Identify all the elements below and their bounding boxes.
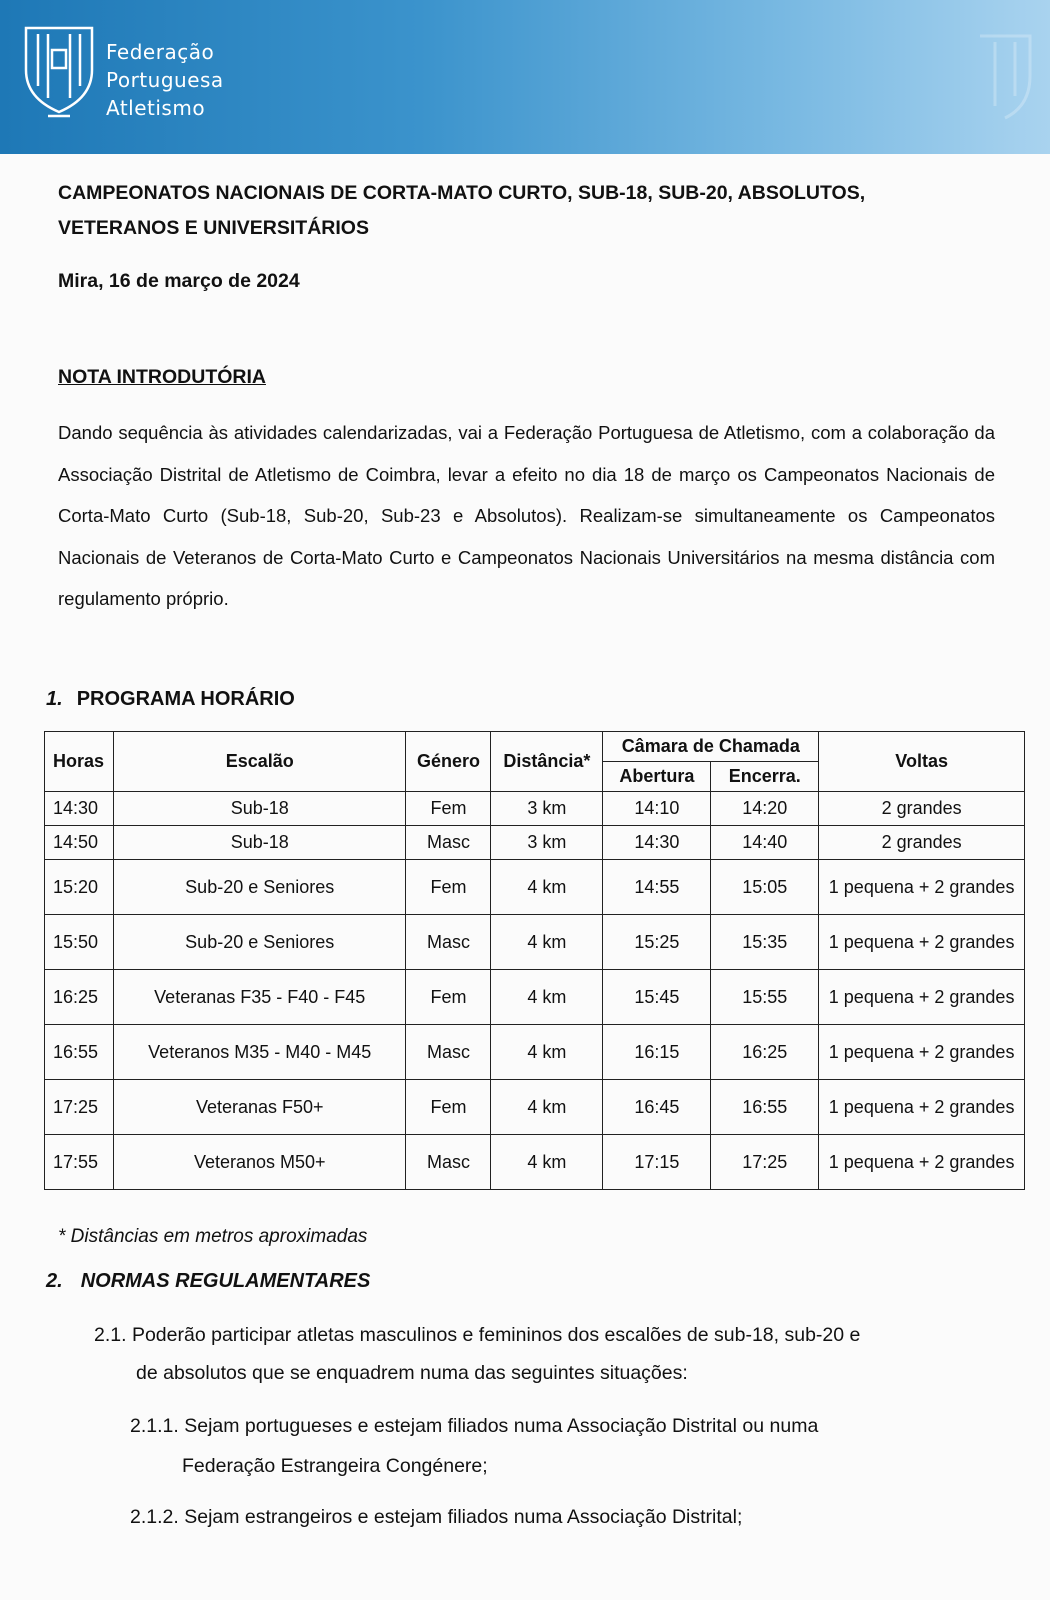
clause-2-1-1-line1: Sejam portugueses e estejam filiados numa Associação Distrital ou numa xyxy=(184,1415,819,1437)
cell-voltas: 1 pequena + 2 grandes xyxy=(819,970,1025,1025)
cell-distancia: 4 km xyxy=(491,1025,603,1080)
cell-escalao: Sub-18 xyxy=(113,826,406,860)
table-row xyxy=(45,860,1025,915)
cell-horas: 15:20 xyxy=(45,860,114,915)
cell-encerra: 15:55 xyxy=(711,970,819,1025)
cell-voltas: 1 pequena + 2 grandes xyxy=(819,860,1025,915)
cell-escalao: Veteranas F35 - F40 - F45 xyxy=(113,970,406,1025)
org-name xyxy=(106,38,224,122)
col-header-abertura: Abertura xyxy=(603,762,711,792)
cell-abertura: 15:45 xyxy=(603,970,711,1025)
clause-2-1-2 xyxy=(130,1506,975,1529)
section2-number: 2. xyxy=(46,1270,63,1292)
cell-abertura: 14:30 xyxy=(603,826,711,860)
section2-heading xyxy=(46,1270,370,1293)
cell-horas: 17:25 xyxy=(45,1080,114,1135)
cell-voltas: 2 grandes xyxy=(819,792,1025,826)
section1-heading xyxy=(46,688,295,711)
clause-2-1-line1: Poderão participar atletas masculinos e femininos dos escalões de sub-18, sub-20 e xyxy=(131,1324,861,1346)
org-name-line2: Portuguesa xyxy=(106,68,224,92)
cell-abertura: 15:25 xyxy=(603,915,711,970)
cell-voltas: 1 pequena + 2 grandes xyxy=(819,1135,1025,1190)
cell-genero: Fem xyxy=(406,860,491,915)
table-row xyxy=(45,826,1025,860)
cell-escalao: Veteranas F50+ xyxy=(113,1080,406,1135)
cell-horas: 15:50 xyxy=(45,915,114,970)
cell-horas: 14:30 xyxy=(45,792,114,826)
document-date: Mira, 16 de março de 2024 xyxy=(58,270,300,292)
cell-horas: 16:55 xyxy=(45,1025,114,1080)
col-header-camara: Câmara de Chamada xyxy=(603,732,819,762)
section1-number: 1. xyxy=(46,688,63,710)
cell-escalao: Veteranos M35 - M40 - M45 xyxy=(113,1025,406,1080)
table-row xyxy=(45,970,1025,1025)
col-header-genero: Género xyxy=(406,732,491,792)
cell-voltas: 1 pequena + 2 grandes xyxy=(819,915,1025,970)
cell-genero: Masc xyxy=(406,1025,491,1080)
cell-horas: 14:50 xyxy=(45,826,114,860)
document-title: CAMPEONATOS NACIONAIS DE CORTA-MATO CURTO, SUB-18, SUB-20, ABSOLUTOS, VETERANOS E UNIVERSITÁRIOS xyxy=(58,182,866,239)
clause-2-1-number: 2.1. xyxy=(94,1324,127,1346)
clause-2-1-2-number: 2.1.2. xyxy=(130,1506,179,1528)
cell-distancia: 4 km xyxy=(491,915,603,970)
table-row xyxy=(45,1080,1025,1135)
cell-genero: Masc xyxy=(406,915,491,970)
table-footnote: * Distâncias em metros aproximadas xyxy=(58,1226,368,1247)
col-header-escalao: Escalão xyxy=(113,732,406,792)
cell-encerra: 14:40 xyxy=(711,826,819,860)
table-row xyxy=(45,1025,1025,1080)
cell-distancia: 4 km xyxy=(491,860,603,915)
cell-distancia: 3 km xyxy=(491,792,603,826)
cell-genero: Fem xyxy=(406,970,491,1025)
col-header-voltas: Voltas xyxy=(819,732,1025,792)
cell-abertura: 17:15 xyxy=(603,1135,711,1190)
cell-distancia: 4 km xyxy=(491,970,603,1025)
cell-encerra: 15:05 xyxy=(711,860,819,915)
watermark-crest-icon xyxy=(920,26,1040,126)
col-header-encerra: Encerra. xyxy=(711,762,819,792)
header-banner xyxy=(0,0,1050,154)
cell-escalao: Sub-20 e Seniores xyxy=(113,915,406,970)
clause-2-1 xyxy=(94,1316,974,1392)
clause-2-1-line2: de absolutos que se enquadrem numa das seguintes situações: xyxy=(136,1362,688,1384)
cell-escalao: Veteranos M50+ xyxy=(113,1135,406,1190)
table-row xyxy=(45,792,1025,826)
cell-genero: Masc xyxy=(406,1135,491,1190)
cell-abertura: 16:15 xyxy=(603,1025,711,1080)
section1-title: PROGRAMA HORÁRIO xyxy=(76,688,295,710)
clause-2-1-1-number: 2.1.1. xyxy=(130,1415,179,1437)
cell-escalao: Sub-20 e Seniores xyxy=(113,860,406,915)
cell-genero: Masc xyxy=(406,826,491,860)
cell-encerra: 14:20 xyxy=(711,792,819,826)
cell-abertura: 14:55 xyxy=(603,860,711,915)
cell-horas: 16:25 xyxy=(45,970,114,1025)
cell-voltas: 2 grandes xyxy=(819,826,1025,860)
clause-2-1-1-line2: Federação Estrangeira Congénere; xyxy=(182,1455,488,1477)
cell-genero: Fem xyxy=(406,792,491,826)
cell-abertura: 14:10 xyxy=(603,792,711,826)
cell-encerra: 16:25 xyxy=(711,1025,819,1080)
col-header-distancia: Distância* xyxy=(491,732,603,792)
section2-title: NORMAS REGULAMENTARES xyxy=(80,1270,371,1292)
cell-voltas: 1 pequena + 2 grandes xyxy=(819,1080,1025,1135)
fpa-crest-icon xyxy=(18,20,100,122)
org-name-line1: Federação xyxy=(106,40,215,64)
table-row xyxy=(45,915,1025,970)
cell-distancia: 3 km xyxy=(491,826,603,860)
cell-escalao: Sub-18 xyxy=(113,792,406,826)
cell-distancia: 4 km xyxy=(491,1080,603,1135)
cell-encerra: 17:25 xyxy=(711,1135,819,1190)
cell-horas: 17:55 xyxy=(45,1135,114,1190)
intro-text: Dando sequência às atividades calendarizadas, vai a Federação Portuguesa de Atletismo, com a colaboração da Associação Distrital de Atletismo de Coimbra, levar a efeito no dia 18 de março os Campeonatos Nacionais de Corta-Mato Curto (Sub-18, Sub-20, Sub-23 e Absolutos). Realizam-se simultaneamente os Campeonatos Nacionais de Veteranos de Corta-Mato Curto e Campeonatos Nacionais Universitários na mesma distância com regulamento próprio. xyxy=(58,422,995,609)
schedule-table xyxy=(44,731,1025,1190)
cell-voltas: 1 pequena + 2 grandes xyxy=(819,1025,1025,1080)
table-row xyxy=(45,1135,1025,1190)
cell-abertura: 16:45 xyxy=(603,1080,711,1135)
org-name-line3: Atletismo xyxy=(106,96,206,120)
intro-heading: NOTA INTRODUTÓRIA xyxy=(58,366,266,388)
clause-2-1-2-text: Sejam estrangeiros e estejam filiados numa Associação Distrital; xyxy=(184,1506,743,1528)
cell-genero: Fem xyxy=(406,1080,491,1135)
cell-encerra: 15:35 xyxy=(711,915,819,970)
col-header-horas: Horas xyxy=(45,732,114,792)
cell-distancia: 4 km xyxy=(491,1135,603,1190)
cell-encerra: 16:55 xyxy=(711,1080,819,1135)
clause-2-1-1 xyxy=(130,1406,975,1486)
